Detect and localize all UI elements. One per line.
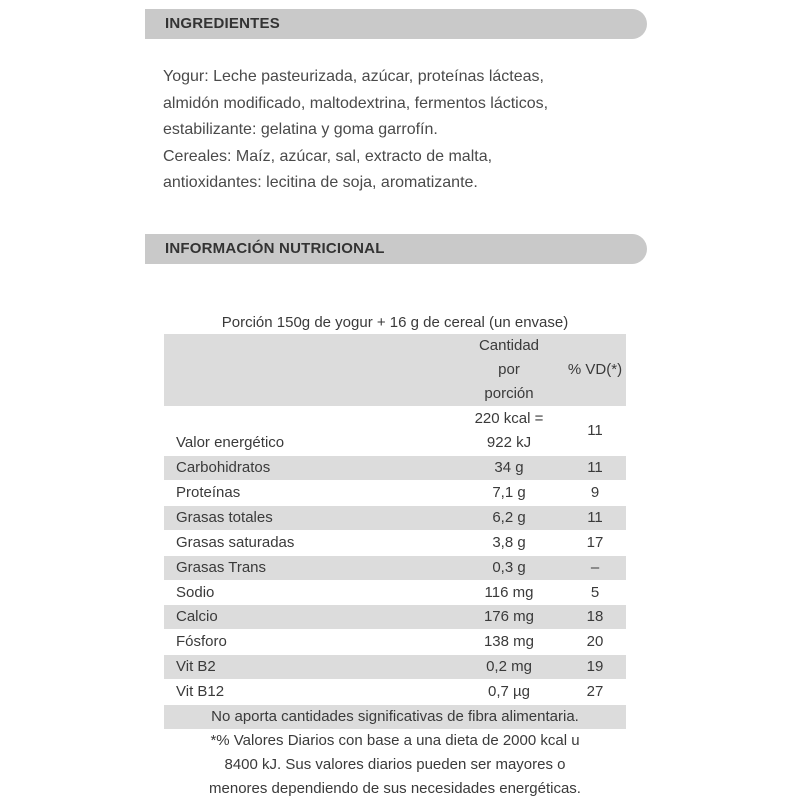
nutrient-amount: 0,7 µg	[454, 680, 564, 705]
ingredients-line: Yogur: Leche pasteurizada, azúcar, proteínas lácteas,	[163, 68, 544, 85]
nutrition-header: INFORMACIÓN NUTRICIONAL	[145, 234, 647, 264]
nutrient-name: Valor energético	[164, 407, 454, 456]
table-header-row	[164, 334, 626, 407]
nutrient-vd: 17	[564, 530, 626, 555]
nutrition-panel	[164, 312, 626, 801]
nutrient-vd: 19	[564, 655, 626, 680]
ingredients-line: Cereales: Maíz, azúcar, sal, extracto de malta,	[163, 147, 493, 165]
nutrient-amount: 176 mg	[454, 605, 564, 630]
header-amount-text: por	[498, 361, 520, 378]
table-row	[164, 655, 626, 680]
nutrient-name: Calcio	[164, 605, 454, 630]
ingredients-header: INGREDIENTES	[145, 9, 647, 39]
nutrient-vd: 20	[564, 630, 626, 655]
table-row-energy	[164, 407, 626, 456]
nutrient-amount: 0,2 mg	[454, 655, 564, 680]
nutrient-vd: 11	[564, 407, 626, 456]
header-amount-text: Cantidad	[478, 337, 540, 354]
fiber-note: No aporta cantidades significativas de fibra alimentaria.	[164, 705, 626, 729]
header-vd-cell: % VD(*)	[564, 334, 626, 407]
energy-amount-line: 922 kJ	[486, 434, 532, 451]
nutrient-vd: 11	[564, 505, 626, 530]
nutrient-name: Grasas totales	[164, 505, 454, 530]
ingredients-line: estabilizante: gelatina y goma garrofín.	[163, 121, 438, 138]
nutrient-amount: 0,3 g	[454, 555, 564, 580]
nutrient-name: Carbohidratos	[164, 456, 454, 481]
energy-amount-line: 220 kcal =	[474, 410, 544, 427]
ingredients-line: almidón modificado, maltodextrina, fermentos lácticos,	[163, 94, 549, 112]
daily-values-footnote	[164, 729, 626, 801]
table-row	[164, 505, 626, 530]
table-row	[164, 480, 626, 505]
ingredients-text	[163, 64, 643, 197]
footnote-line: *% Valores Diarios con base a una dieta de 2000 kcal u	[210, 732, 580, 750]
ingredients-line: antioxidantes: lecitina de soja, aromatizante.	[163, 174, 478, 191]
nutrient-vd: 11	[564, 456, 626, 481]
footnote-line: 8400 kJ. Sus valores diarios pueden ser mayores o	[224, 756, 566, 774]
nutrient-vd: –	[564, 555, 626, 580]
nutrient-name: Vit B12	[164, 680, 454, 705]
header-empty-cell	[164, 334, 454, 407]
nutrient-amount	[454, 407, 564, 456]
nutrient-vd: 5	[564, 580, 626, 605]
nutrient-name: Grasas saturadas	[164, 530, 454, 555]
nutrient-vd: 18	[564, 605, 626, 630]
nutrient-amount: 34 g	[454, 456, 564, 481]
nutrient-name: Vit B2	[164, 655, 454, 680]
nutrient-name: Proteínas	[164, 480, 454, 505]
nutrient-name: Fósforo	[164, 630, 454, 655]
nutrient-amount: 116 mg	[454, 580, 564, 605]
footnote-line: menores dependiendo de sus necesidades energéticas.	[209, 780, 581, 798]
nutrient-amount: 7,1 g	[454, 480, 564, 505]
table-row	[164, 555, 626, 580]
nutrient-name: Sodio	[164, 580, 454, 605]
portion-label: Porción 150g de yogur + 16 g de cereal (un envase)	[221, 314, 569, 331]
nutrient-name: Grasas Trans	[164, 555, 454, 580]
nutrient-vd: 9	[564, 480, 626, 505]
header-amount-text: porción	[484, 385, 534, 402]
nutrient-amount: 138 mg	[454, 630, 564, 655]
table-row	[164, 680, 626, 705]
nutrient-amount: 3,8 g	[454, 530, 564, 555]
header-amount-cell	[454, 334, 564, 407]
nutrition-table	[164, 334, 626, 705]
nutrient-amount: 6,2 g	[454, 505, 564, 530]
table-row	[164, 456, 626, 481]
table-row	[164, 630, 626, 655]
nutrient-vd: 27	[564, 680, 626, 705]
table-row	[164, 605, 626, 630]
table-row	[164, 580, 626, 605]
table-row	[164, 530, 626, 555]
